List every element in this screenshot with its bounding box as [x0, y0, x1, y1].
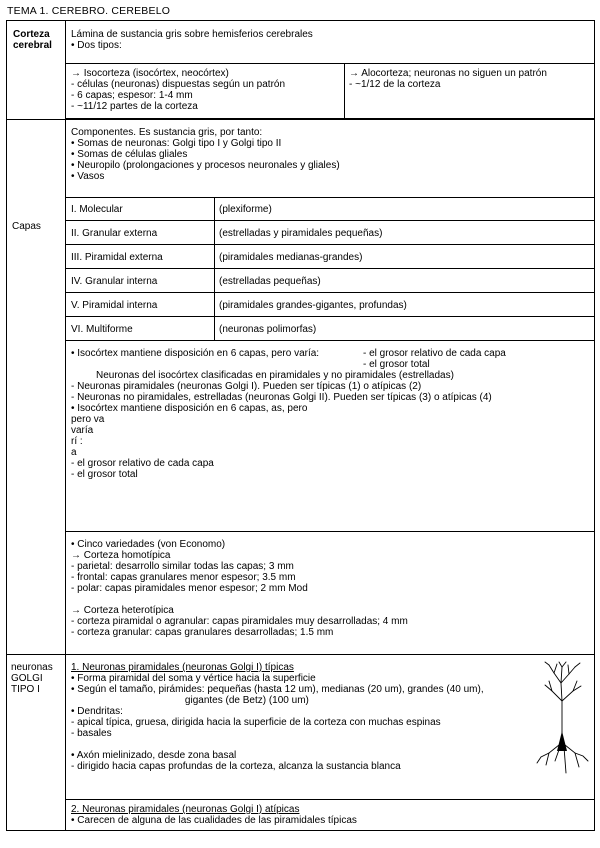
isocorteza-cell [71, 68, 341, 112]
iso-note-line: - Neuronas piramidales (neuronas Golgi I). Pueden ser típicas (1) o atípicas (2) [71, 381, 422, 392]
golgi-atipicas-cell [71, 804, 591, 826]
variant-line: - corteza piramidal o agranular: capas piramidales muy desarrolladas; 4 mm [71, 616, 408, 627]
tipicas-line: - basales [71, 728, 112, 739]
isocortex-notes [71, 348, 591, 359]
iso-note-line: - el grosor total [71, 469, 138, 480]
iso-note-line: varía [71, 425, 94, 436]
iso-note-line: - Neuronas no piramidales, estrelladas (neuronas Golgi II). Pueden ser típicas (3) o atípicas (4) [71, 392, 492, 403]
components-line: • Somas de células gliales [71, 149, 188, 160]
types-divider [344, 63, 345, 119]
layer-row [66, 269, 594, 293]
layer-name: III. Piramidal externa [71, 252, 163, 263]
tipicas-line: - apical típica, gruesa, dirigida hacia la superficie de la corteza con muchas espinas [71, 717, 441, 728]
iso-line: - células (neuronas) dispuestas según un patrón [71, 79, 286, 90]
corteza-intro [71, 29, 591, 51]
layer-desc: (neuronas polimorfas) [219, 324, 317, 335]
layer-row [66, 293, 594, 317]
tipicas-line: - dirigido hacia capas profundas de la corteza, alcanza la sustancia blanca [71, 761, 401, 772]
iso-note-line: • Isocórtex mantiene disposición en 6 capas, pero varía: [71, 348, 320, 359]
layer-desc: (estrelladas pequeñas) [219, 276, 321, 287]
atipicas-line: • Carecen de alguna de las cualidades de las piramidales típicas [71, 815, 357, 826]
tipicas-line: • Dendritas: [71, 706, 123, 717]
label-column [7, 21, 66, 830]
layer-name: II. Granular externa [71, 228, 158, 239]
layer-name: V. Piramidal interna [71, 300, 158, 311]
page-title: TEMA 1. CEREBRO. CEREBELO [7, 5, 171, 17]
layer-desc: (estrelladas y piramidales pequeñas) [219, 228, 383, 239]
iso-line: - ~11/12 partes de la corteza [71, 101, 198, 112]
tipicas-title: 1. Neuronas piramidales (neuronas Golgi I) típicas [71, 662, 294, 673]
layer-name: I. Molecular [71, 204, 123, 215]
layer-row [66, 197, 594, 221]
isocortex-notes-cont [71, 370, 591, 480]
components-cell [71, 127, 591, 182]
iso-note-line: pero va [71, 414, 105, 425]
tipicas-line: gigantes (de Betz) (100 um) [71, 695, 309, 706]
layer-desc: (plexiforme) [219, 204, 272, 215]
variant-line: - corteza granular: capas granulares desarrolladas; 1.5 mm [71, 627, 334, 638]
pyramidal-neuron-illustration [535, 661, 590, 776]
section-divider [7, 119, 594, 120]
row-label-corteza: Corteza cerebral [13, 29, 52, 51]
corteza-line: • Dos tipos: [71, 40, 122, 51]
layer-row [66, 221, 594, 245]
iso-line: → Isocorteza (isocórtex, neocórtex) [71, 68, 229, 79]
variant-line: • Cinco variedades (von Economo) [71, 539, 226, 550]
variant-line [71, 594, 591, 605]
tipicas-line: • Según el tamaño, pirámides: pequeñas (hasta 12 um), medianas (20 um), grandes (40 um), [71, 684, 484, 695]
alocorteza-cell [349, 68, 589, 90]
golgi-tipicas-cell [71, 662, 541, 772]
layer-row [66, 245, 594, 269]
iso-note-line: Neuronas del isocórtex clasificadas en piramidales y no piramidales (estrelladas) [96, 370, 454, 381]
components-line: • Vasos [71, 171, 105, 182]
layer-name: IV. Granular interna [71, 276, 158, 287]
tipicas-line: • Forma piramidal del soma y vértice hacia la superficie [71, 673, 316, 684]
section-divider [7, 654, 594, 655]
iso-variation-1: - el grosor relativo de cada capa [363, 348, 506, 359]
corteza-line: Lámina de sustancia gris sobre hemisferios cerebrales [71, 29, 313, 40]
alo-line: - ~1/12 de la corteza [349, 79, 441, 90]
notes-table [6, 20, 595, 831]
variants-cell [71, 539, 591, 638]
components-line: • Somas de neuronas: Golgi tipo I y Golgi tipo II [71, 138, 282, 149]
row-label-golgi: neuronas GOLGI TIPO I [11, 662, 53, 695]
atipicas-title: 2. Neuronas piramidales (neuronas Golgi I) atípicas [71, 804, 300, 815]
alo-line: → Alocorteza; neuronas no siguen un patrón [349, 68, 547, 79]
iso-note-line: • Isocórtex mantiene disposición en 6 capas, as, pero [71, 403, 308, 414]
components-line: Componentes. Es sustancia gris, por tanto: [71, 127, 263, 138]
iso-note-line: a [71, 447, 77, 458]
layer-desc: (piramidales grandes-gigantes, profundas) [219, 300, 407, 311]
variants-top [66, 531, 594, 532]
components-line: • Neuropilo (prolongaciones y procesos neuronales y gliales) [71, 160, 340, 171]
iso-note-line: rí : [71, 436, 83, 447]
variant-line: → Corteza heterotípica [71, 605, 174, 616]
iso-variation-2: - el grosor total [363, 359, 430, 370]
variant-line: - polar: capas piramidales menor espesor; 2 mm Mod [71, 583, 308, 594]
variant-line: - frontal: capas granulares menor espesor; 3.5 mm [71, 572, 296, 583]
variant-line: → Corteza homotípica [71, 550, 171, 561]
tipicas-line [71, 739, 541, 750]
iso-note-line: - el grosor relativo de cada capa [71, 458, 214, 469]
iso-line: - 6 capas; espesor: 1-4 mm [71, 90, 193, 101]
layer-name: VI. Multiforme [71, 324, 133, 335]
variant-line: - parietal: desarrollo similar todas las capas; 3 mm [71, 561, 294, 572]
row-label-capas: Capas [12, 221, 41, 232]
layer-row [66, 317, 594, 341]
layer-desc: (piramidales medianas-grandes) [219, 252, 363, 263]
atipicas-top [66, 799, 594, 800]
tipicas-line: • Axón mielinizado, desde zona basal [71, 750, 237, 761]
